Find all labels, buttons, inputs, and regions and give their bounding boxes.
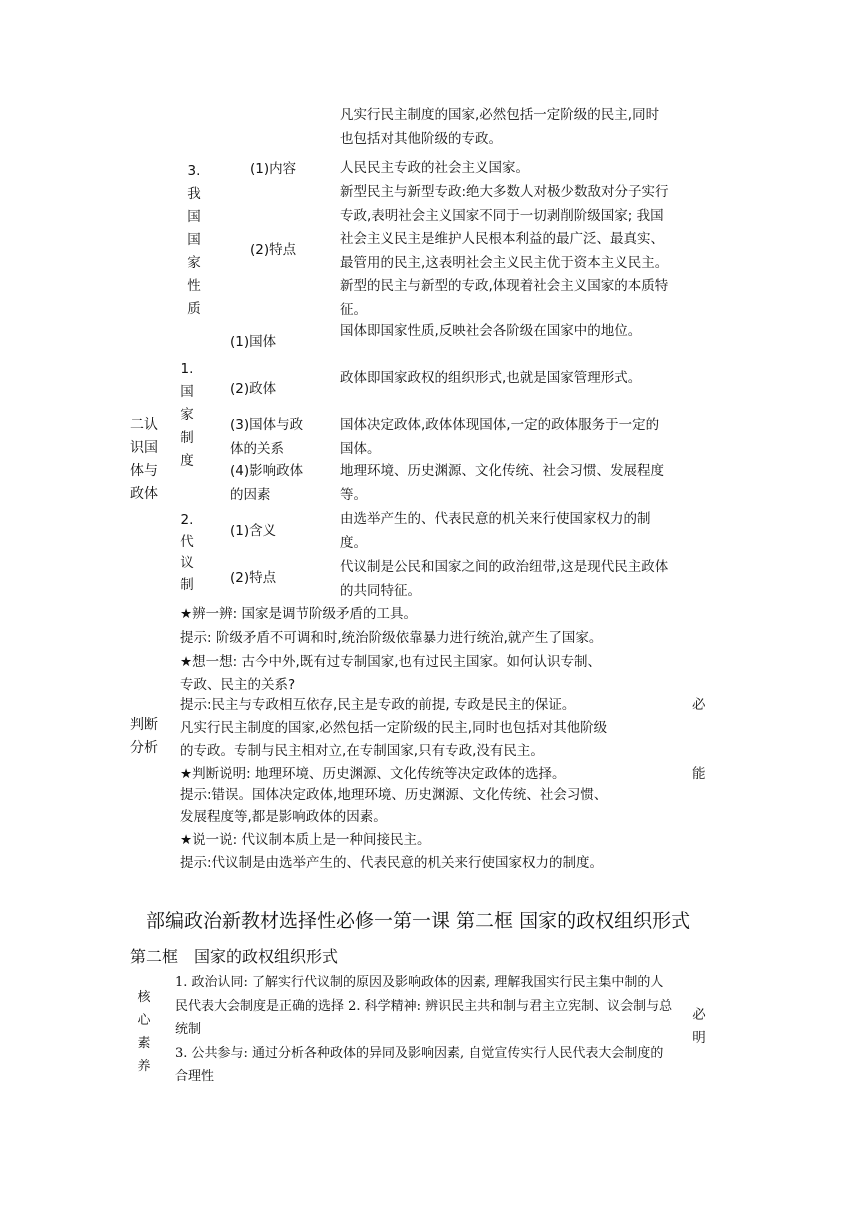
judge-line: 提示:错误。国体决定政体,地理环境、历史渊源、文化传统、社会习惯、 [180,787,608,803]
judge-line: ★辨一辨: 国家是调节阶级矛盾的工具。 [180,606,417,622]
judge-right-char: 能 [692,766,706,782]
judge-line: 发展程度等,都是影响政体的因素。 [180,809,387,825]
judge-line: ★说一说: 代议制本质上是一种间接民主。 [180,832,431,848]
judge-right-char: 必 [692,697,706,713]
page-title: 部编政治新教材选择性必修一第一课 第二框 国家的政权组织形式 [146,910,691,932]
sec2-label: 2.代议制 [180,512,194,593]
core-right-label: 必明 [692,1007,706,1046]
sec2-item2-label: (2)特点 [230,570,277,586]
judge-line: 的专政。专制与民主相对立,在专制国家,只有专政,没有民主。 [180,743,544,759]
sec1-item3-label: (3)国体与政体的关系 [230,417,304,457]
sec3-item1-label: (1)内容 [250,161,297,177]
judge-line: 专政、民主的关系? [180,677,296,693]
sec3-label: 3.我国国家性质 [187,163,201,317]
sec1-item2-label: (2)政体 [230,381,277,397]
core-literacy-text: 1. 政治认同: 了解实行代议制的原因及影响政体的因素, 理解我国实行民主集中制的人民代表大会制度是正确的选择 2. 科学精神: 辨识民主共和制与君主立宪制、议会制与总统制 3. 公共参与: 通过分析各种政体的异同及影响因素, 自觉宣传实行人民代表大会制度的合理性 [175,975,673,1084]
sec1-item2-text: 政体即国家政权的组织形式,也就是国家管理形式。 [340,370,642,386]
sec3-item2-label: (2)特点 [250,242,297,258]
judge-line: ★判断说明: 地理环境、历史渊源、文化传统等决定政体的选择。 [180,766,566,782]
sec2-item2-text: 代议制是公民和国家之间的政治纽带,这是现代民主政体的共同特征。 [340,559,669,599]
sec2-item1-text: 由选举产生的、代表民意的机关来行使国家权力的制度。 [340,511,651,551]
part2-label: 二认识国体与政体 [130,417,158,502]
sec1-item3-text: 国体决定政体,政体体现国体,一定的政体服务于一定的国体。 [340,417,660,457]
judge-line: 凡实行民主制度的国家,必然包括一定阶级的民主,同时也包括对其他阶级 [180,720,608,736]
section-subtitle: 第二框 国家的政权组织形式 [130,947,339,966]
sec1-item1-text: 国体即国家性质,反映社会各阶级在国家中的地位。 [340,323,642,339]
sec1-item4-text: 地理环境、历史渊源、文化传统、社会习惯、发展程度等。 [340,463,664,503]
sec1-item1-label: (1)国体 [230,334,277,350]
sec1-label: 1.国家制度 [180,361,194,469]
judge-line: 提示:代议制是由选举产生的、代表民意的机关来行使国家权力的制度。 [180,855,604,871]
core-literacy-label: 核心素养 [137,990,151,1074]
judge-line: ★想一想: 古今中外,既有过专制国家,也有过民主国家。如何认识专制、 [180,654,602,670]
judge-label: 判断分析 [130,717,158,756]
judge-line: 提示: 阶级矛盾不可调和时,统治阶级依靠暴力进行统治,就产生了国家。 [180,630,603,646]
sec3-item2-text: 新型民主与新型专政:绝大多数人对极少数敌对分子实行专政,表明社会主义国家不同于一切剥削阶级国家; 我国社会主义民主是维护人民根本利益的最广泛、最真实、最管用的民主,这表明社会主义民主优于资本主义民主。 新型的民主与新型的专政,体现着社会主义国家的本质特征。 [340,184,669,318]
sec1-item4-label: (4)影响政体的因素 [230,463,304,503]
sec2-item1-label: (1)含义 [230,523,277,539]
sec3-intro: 凡实行民主制度的国家,必然包括一定阶级的民主,同时也包括对其他阶级的专政。 [340,107,660,147]
judge-line: 提示:民主与专政相互依存,民主是专政的前提, 专政是民主的保证。 [180,697,576,713]
sec3-item1-text: 人民民主专政的社会主义国家。 [340,160,529,176]
